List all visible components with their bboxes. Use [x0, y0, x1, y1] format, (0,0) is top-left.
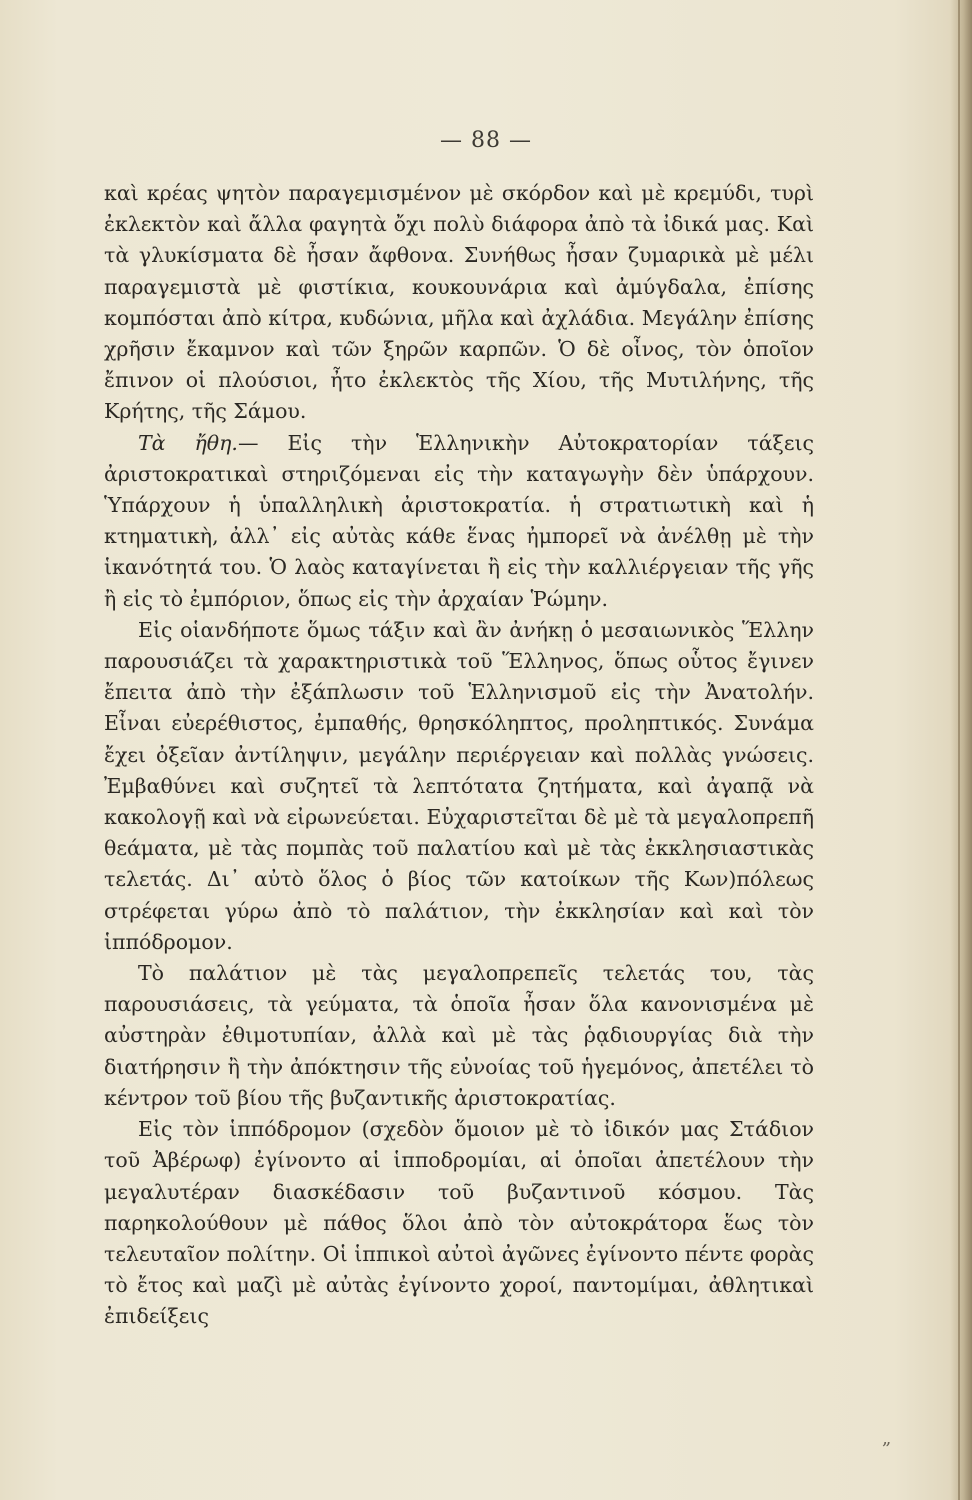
paragraph-manners-text: — Εἰς τὴν Ἑλληνικὴν Αὐτοκρατορίαν τάξεις ἀριστοκρατικαὶ στηριζόμεναι εἰς τὴν καταγωγὴν δὲν ὑπάρχουν. Ὑπάρχουν ἡ ὑπαλληλικὴ ἀριστοκρατία. ἡ στρατιωτικὴ καὶ ἡ κτηματικὴ, ἀλλ᾿ εἰς αὐτὰς κάθε ἕνας ἠμπορεῖ νὰ ἀνέλθῃ μὲ τὴν ἱκανότητά του. Ὁ λαὸς καταγίνεται ἢ εἰς τὴν καλλιέργειαν τῆς γῆς ἢ εἰς τὸ ἐμπόριον, ὅπως εἰς τὴν ἀρχαίαν Ῥώμην. [104, 430, 814, 611]
page-number: — 88 — [440, 128, 532, 153]
paragraph-hippodrome: Εἰς τὸν ἱππόδρομον (σχεδὸν ὅμοιον μὲ τὸ ἰδικόν μας Στάδιον τοῦ Ἀβέρωφ) ἐγίνοντο αἱ ἱπποδρομίαι, αἱ ὁποῖαι ἀπετέλουν τὴν μεγαλυτέραν διασκέδασιν τοῦ βυζαντινοῦ κόσμου. Τὰς παρηκολούθουν μὲ πάθος ὅλοι ἀπὸ τὸν αὐτοκράτορα ἕως τὸν τελευταῖον πολίτην. Οἱ ἱππικοὶ αὐτοὶ ἀγῶνες ἐγίνοντο πέντε φορὰς τὸ ἔτος καὶ μαζὶ μὲ αὐτὰς ἐγίνοντο χοροί, παντομίμαι, ἀθλητικαὶ ἐπιδείξεις [104, 1117, 814, 1329]
paragraph-manners [104, 428, 814, 615]
section-title: Τὰ ἤθη. [138, 430, 238, 455]
page-edge-line [958, 0, 960, 1500]
page-edge-shadow [950, 0, 972, 1500]
paragraph-character: Εἰς οἱανδήποτε ὅμως τάξιν καὶ ἂν ἀνήκῃ ὁ μεσαιωνικὸς Ἕλλην παρουσιάζει τὰ χαρακτηριστικὰ τοῦ Ἕλληνος, ὅπως οὗτος ἔγινεν ἔπειτα ἀπὸ τὴν ἐξάπλωσιν τοῦ Ἑλληνισμοῦ εἰς τὴν Ἀνατολήν. Εἶναι εὐερέθιστος, ἐμπαθής, θρησκόληπτος, προληπτικός. Συνάμα ἔχει ὀξεῖαν ἀντίληψιν, μεγάλην περιέργειαν καὶ πολλὰς γνώσεις. Ἐμβαθύνει καὶ συζητεῖ τὰ λεπτότατα ζητήματα, καὶ ἀγαπᾷ νὰ κακολογῇ καὶ νὰ εἰρωνεύεται. Εὐχαριστεῖται δὲ μὲ τὰ μεγαλοπρεπῆ θεάματα, μὲ τὰς πομπὰς τοῦ παλατίου καὶ μὲ τὰς ἐκκλησιαστικὰς τελετάς. Δι᾿ αὐτὸ ὅλος ὁ βίος τῶν κατοίκων τῆς Κων)πόλεως στρέφεται γύρω ἀπὸ τὸ παλάτιον, τὴν ἐκκλησίαν καὶ καὶ τὸν ἱππόδρομον. [104, 617, 814, 954]
corner-mark: „ [882, 1428, 892, 1449]
paragraph-palace: Τὸ παλάτιον μὲ τὰς μεγαλοπρεπεῖς τελετάς του, τὰς παρουσιάσεις, τὰ γεύματα, τὰ ὁποῖα ἦσαν ὅλα κανονισμένα μὲ αὐστηρὰν ἐθιμοτυπίαν, ἀλλὰ καὶ μὲ τὰς ῥᾳδιουργίας διὰ τὴν διατήρησιν ἢ τὴν ἀπόκτησιν τῆς εὐνοίας τοῦ ἡγεμόνος, ἀπετέλει τὸ κέντρον τοῦ βίου τῆς βυζαντικῆς ἀριστοκρατίας. [104, 961, 814, 1110]
paragraph-food: καὶ κρέας ψητὸν παραγεμισμένον μὲ σκόρδον καὶ μὲ κρεμύδι, τυρὶ ἐκλεκτὸν καὶ ἄλλα φαγητὰ ὄχι πολὺ διάφορα ἀπὸ τὰ ἰδικά μας. Καὶ τὰ γλυκίσματα δὲ ἦσαν ἄφθονα. Συνήθως ἦσαν ζυμαρικὰ μὲ μέλι παραγεμιστὰ μὲ φιστίκια, κουκουνάρια καὶ ἀμύγδαλα, ἐπίσης κομπόσται ἀπὸ κίτρα, κυδώνια, μῆλα καὶ ἀχλάδια. Μεγάλην ἐπίσης χρῆσιν ἔκαμνον καὶ τῶν ξηρῶν καρπῶν. Ὁ δὲ οἶνος, τὸν ὁποῖον ἔπινον οἱ πλούσιοι, ἦτο ἐκλεκτὸς τῆς Χίου, τῆς Μυτιλήνης, τῆς Κρήτης, τῆς Σάμου. [104, 181, 814, 424]
body-text [104, 178, 814, 1333]
